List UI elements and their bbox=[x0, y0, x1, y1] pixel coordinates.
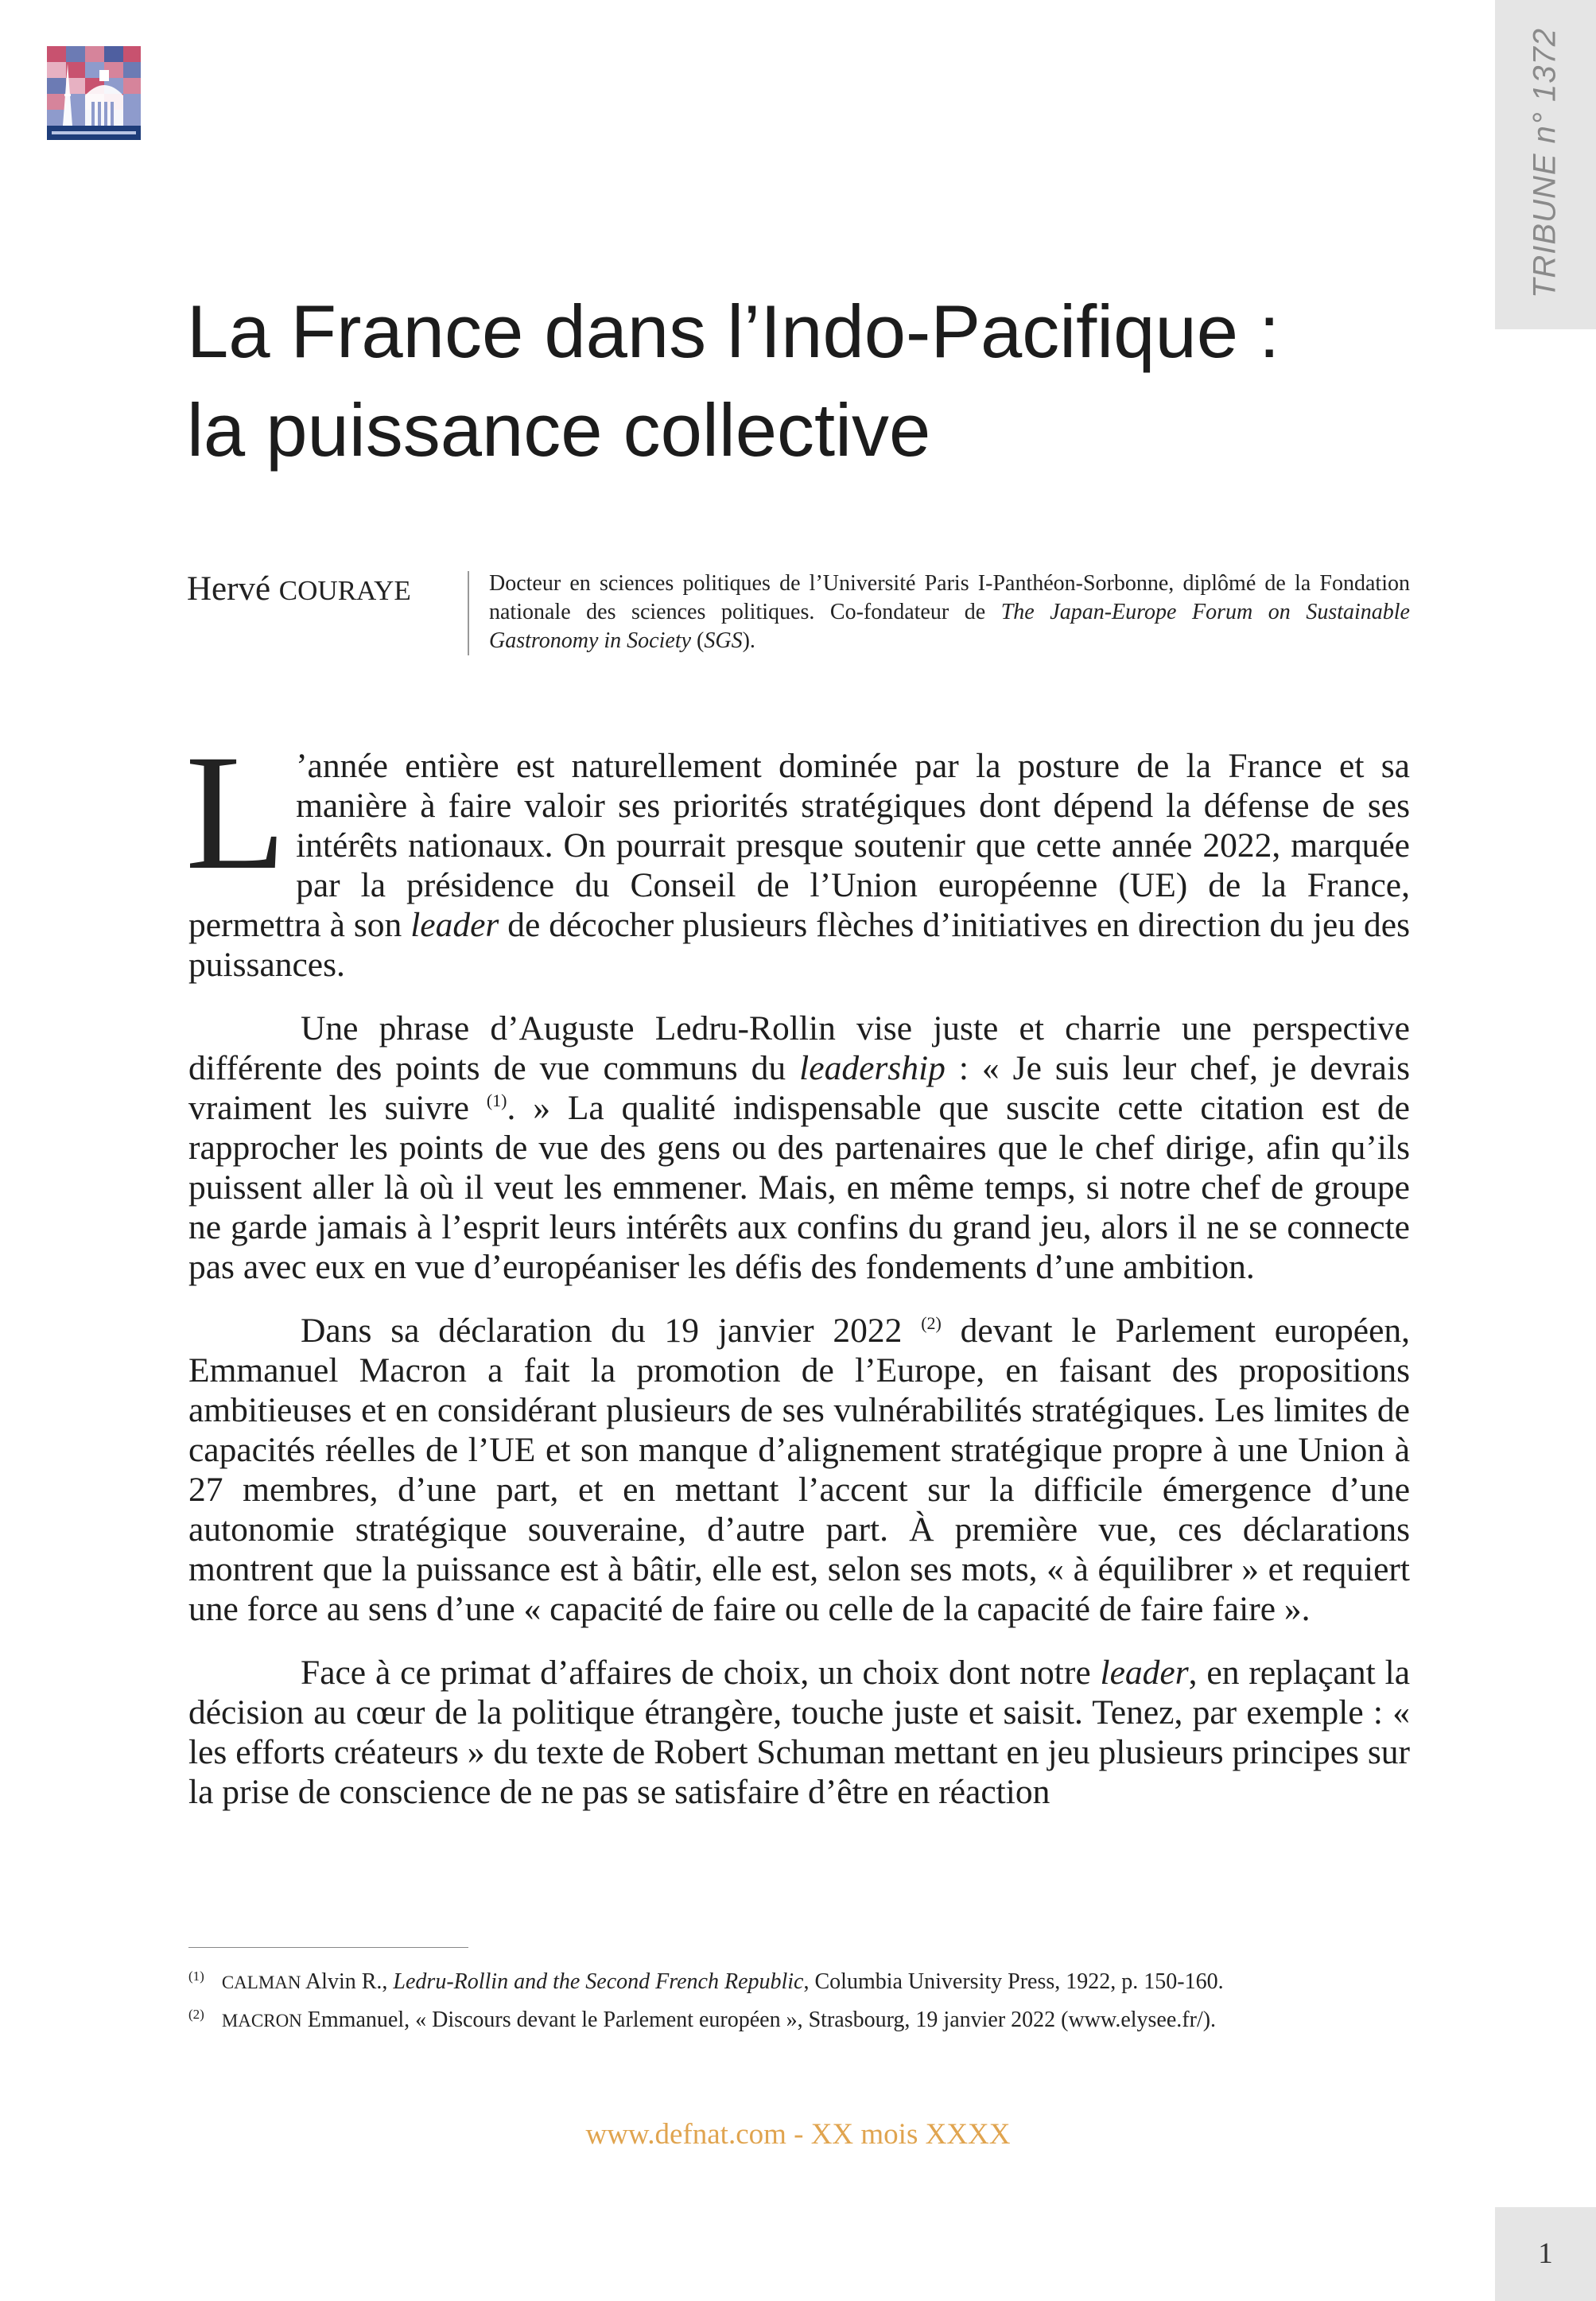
footnote-ref-1[interactable]: (1) bbox=[486, 1090, 507, 1110]
footnote-2 bbox=[188, 1999, 1429, 2037]
article-title-line-1: La France dans l’Indo-Pacifique : bbox=[187, 290, 1280, 373]
footnote-number: (2) bbox=[188, 2007, 204, 2022]
footnote-ref-2[interactable]: (2) bbox=[921, 1313, 942, 1333]
paragraph-text: ’année entière est naturellement dominée par la posture de la France et sa manière à faire valoir ses priorités stratégiques dont dépend la défense de ses intérêts nationaux. On pourrait presque soutenir que cette année 2022, marquée par la présidence du Conseil de l’Union européenne (UE) de la France, permettra à son bbox=[188, 747, 1410, 944]
page-number: 1 bbox=[1538, 2237, 1553, 2270]
author-divider bbox=[468, 571, 469, 655]
paragraph-4 bbox=[188, 1653, 1410, 1812]
paragraph-3 bbox=[188, 1311, 1410, 1629]
footnote-number: (1) bbox=[188, 1969, 204, 1984]
drop-cap: L bbox=[185, 721, 287, 904]
paragraph-italic: leader bbox=[1100, 1654, 1189, 1692]
footnote-author-last-name: MACRON bbox=[221, 2011, 302, 2031]
footnote-text: « Discours devant le Parlement européen », Strasbourg, 19 janvier 2022 (www.elysee.fr/). bbox=[415, 2008, 1217, 2032]
paragraph-text: . » La qualité indispensable que suscite cette citation est de rapprocher les points de vue des gens ou des partenaires que le chef dirige, afin qu’ils puissent aller là où il veut les emmener. Mais, en même temps, si notre chef de groupe ne garde jamais à l’esprit leurs intérêts aux confins du grand jeu, alors il ne se connecte pas avec eux en vue d’européaniser les défis des fondements d’une ambition. bbox=[188, 1089, 1410, 1286]
tribune-label: TRIBUNE n° 1372 bbox=[1527, 27, 1563, 299]
author-bio-forum-name: The Japan-Europe Forum on Sustainable Gastronomy in Society bbox=[489, 600, 1410, 653]
paragraph-text: devant le Parlement européen, Emmanuel Macron a fait la promotion de l’Europe, en faisant des propositions ambitieuses et en considérant plusieurs de ses vulnérabilités stratégiques. Les limites de capacités réelles de l’UE et son manque d’alignement stratégique propre à une Union à 27 membres, d’une part, et en mettant l’accent sur la difficile émergence d’une autonomie stratégique souveraine, d’autre part. À première vue, ces déclarations montrent que la puissance est à bâtir, elle est, selon ses mots, « à équilibrer » et requiert une force au sens d’une « capacité de faire ou celle de la capacité de faire faire ». bbox=[188, 1312, 1410, 1628]
footnote-divider bbox=[188, 1947, 468, 1948]
paragraph-text: , en replaçant la décision au cœur de la politique étrangère, touche juste et saisit. Tenez, par exemple : « les efforts créateurs » du texte de Robert Schuman mettant en jeu plusieurs principes sur la prise de conscience de ne pas se satisfaire d’être en réaction bbox=[188, 1654, 1410, 1811]
paragraph-text: : « Je suis leur chef, je devrais vraiment les suivre bbox=[188, 1049, 1410, 1127]
footnotes bbox=[188, 1961, 1429, 2037]
author-name bbox=[187, 569, 411, 608]
author-last-name: COURAYE bbox=[278, 575, 411, 606]
paragraph-2 bbox=[188, 1009, 1410, 1287]
article-body bbox=[185, 721, 1410, 1812]
paragraph-1 bbox=[185, 721, 1410, 985]
author-bio-text: ). bbox=[742, 628, 755, 653]
author-bio-acronym: SGS bbox=[704, 628, 743, 653]
paragraph-italic: leader bbox=[410, 906, 499, 944]
article-title bbox=[187, 282, 1427, 480]
tribune-label-wrapper bbox=[1495, 0, 1596, 329]
footnote-author-first-name: Emmanuel, bbox=[301, 2008, 416, 2032]
author-bio bbox=[489, 569, 1410, 655]
footer-link[interactable]: www.defnat.com - XX mois XXXX bbox=[585, 2118, 1011, 2151]
footnote-text: , Columbia University Press, 1922, p. 150-160. bbox=[803, 1969, 1224, 1994]
paragraph-italic: leadership bbox=[799, 1049, 946, 1087]
paragraph-text: Une phrase d’Auguste Ledru-Rollin vise juste et charrie une perspective différente des points de vue communs du bbox=[188, 1009, 1410, 1087]
footnote-1 bbox=[188, 1961, 1429, 1999]
article-title-line-2: la puissance collective bbox=[187, 388, 931, 472]
author-bio-text: Docteur en sciences politiques de l’Université Paris I-Panthéon-Sorbonne, diplômé de la Fondation nationale des sciences politiques. Co-fondateur de bbox=[489, 571, 1410, 624]
footnote-author-last-name: CALMAN bbox=[221, 1973, 301, 1992]
paragraph-text: de décocher plusieurs flèches d’initiatives en direction du jeu des puissances. bbox=[188, 906, 1410, 984]
author-bio-text: ( bbox=[691, 628, 705, 653]
publication-logo bbox=[47, 46, 141, 140]
footnote-title: Ledru-Rollin and the Second French Republic bbox=[393, 1969, 804, 1994]
paragraph-text: Face à ce primat d’affaires de choix, un choix dont notre bbox=[301, 1654, 1101, 1692]
author-first-name: Hervé bbox=[187, 570, 271, 608]
paragraph-text: Dans sa déclaration du 19 janvier 2022 bbox=[301, 1312, 922, 1350]
footnote-author-first-name: Alvin R., bbox=[301, 1969, 394, 1994]
